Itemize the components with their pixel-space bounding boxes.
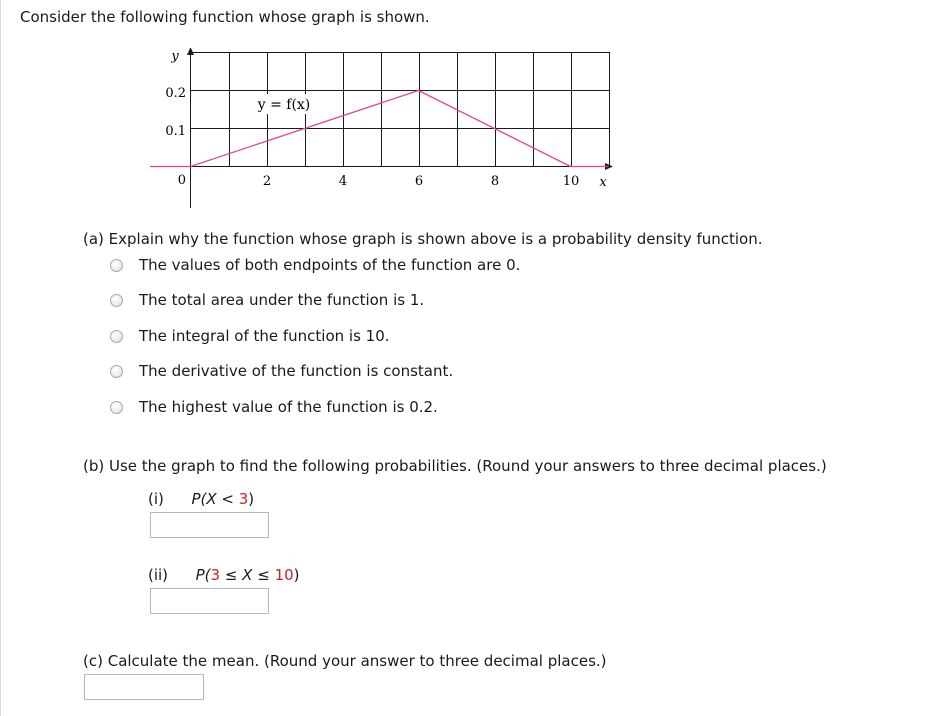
radio-button[interactable] [110, 259, 123, 272]
x-tick-6: 6 [414, 174, 424, 189]
option-label: The values of both endpoints of the function are 0. [139, 256, 521, 274]
option-derivative-constant[interactable] [110, 361, 453, 381]
radio-button[interactable] [110, 294, 123, 307]
probability-expression: P(X < 3) [191, 490, 255, 508]
radio-button[interactable] [110, 365, 123, 378]
function-graph [150, 48, 620, 213]
option-total-area-one[interactable] [110, 290, 424, 310]
intro-text: Consider the following function whose graph is shown. [20, 8, 430, 26]
y-axis-label: y [171, 49, 179, 64]
part-b-ii-label [148, 566, 300, 584]
part-c-question: (c) Calculate the mean. (Round your answer to three decimal places.) [83, 652, 607, 670]
highlighted-value: 10 [274, 566, 294, 584]
option-label: The integral of the function is 10. [139, 327, 390, 345]
x-tick-4: 4 [338, 174, 348, 189]
y-axis-arrow [187, 48, 194, 55]
x-tick-10: 10 [562, 174, 580, 189]
x-tick-2: 2 [262, 174, 272, 189]
option-highest-value[interactable] [110, 397, 438, 417]
option-integral-ten[interactable] [110, 326, 390, 346]
sub-label: (ii) [148, 566, 169, 584]
x-tick-8: 8 [490, 174, 500, 189]
answer-input-b-i[interactable] [150, 512, 269, 538]
function-label: y = f(x) [257, 97, 311, 113]
highlighted-value: 3 [238, 490, 249, 508]
option-label: The total area under the function is 1. [139, 291, 425, 309]
radio-button[interactable] [110, 330, 123, 343]
probability-expression: P(3 ≤ X ≤ 10) [195, 566, 300, 584]
sub-label: (i) [148, 490, 164, 508]
answer-input-c[interactable] [84, 674, 204, 700]
y-tick-0: 0 [177, 173, 186, 188]
option-label: The highest value of the function is 0.2. [139, 398, 438, 416]
part-a-question: (a) Explain why the function whose graph is shown above is a probability density function. [83, 230, 763, 248]
x-axis-label: x [599, 175, 607, 190]
radio-button[interactable] [110, 401, 123, 414]
part-b-question: (b) Use the graph to find the following probabilities. (Round your answers to three decimal places.) [83, 457, 827, 475]
part-b-i-label [148, 490, 254, 508]
option-endpoints-zero[interactable] [110, 255, 520, 275]
option-label: The derivative of the function is constant. [139, 362, 454, 380]
answer-input-b-ii[interactable] [150, 588, 269, 614]
left-border [0, 0, 1, 716]
highlighted-value: 3 [210, 566, 221, 584]
y-tick-0.2: 0.2 [165, 86, 186, 101]
y-tick-0.1: 0.1 [165, 124, 186, 139]
